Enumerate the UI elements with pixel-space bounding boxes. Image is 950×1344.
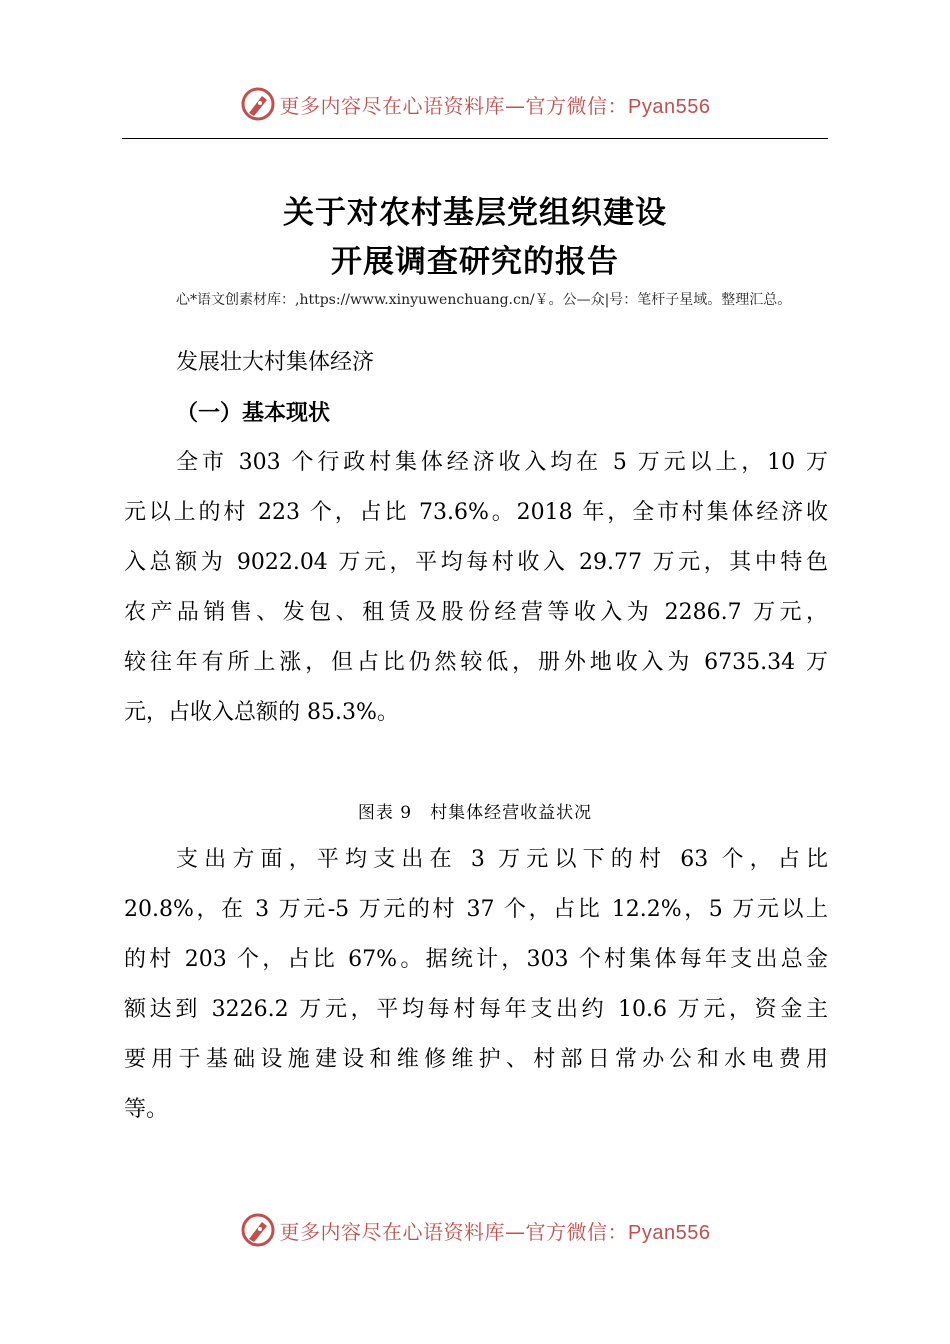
paragraph-line: 农产品销售、发包、租赁及股份经营等收入为 2286.7 万元， bbox=[124, 600, 828, 625]
source-note: 心*语文创素材库：,https://www.xinyuwenchuang.cn/￥。公—众|号：笔杆子星域。整理汇总。 bbox=[176, 292, 792, 308]
paragraph-line: 支出方面，平均支出在 3 万元以下的村 63 个，占比 bbox=[176, 847, 828, 872]
header-rule bbox=[122, 138, 828, 139]
paragraph-line: 全市 303 个行政村集体经济收入均在 5 万元以上，10 万 bbox=[176, 450, 828, 475]
paragraph-line: 额达到 3226.2 万元，平均每村每年支出约 10.6 万元，资金主 bbox=[124, 997, 828, 1022]
title-line-1: 关于对农村基层党组织建设 bbox=[283, 195, 667, 231]
paragraph-line: 元以上的村 223 个，占比 73.6%。2018 年，全市村集体经济收 bbox=[124, 500, 828, 525]
title-line-2: 开展调查研究的报告 bbox=[331, 244, 619, 280]
subheading: （一）基本现状 bbox=[176, 401, 331, 426]
wechat-id: Pyan556 bbox=[628, 95, 711, 118]
paragraph-line: 要用于基础设施建设和维修维护、村部日常办公和水电费用 bbox=[124, 1047, 828, 1072]
figure-caption: 图表 9 村集体经营收益状况 bbox=[357, 803, 593, 823]
paragraph-line: 较往年有所上涨，但占比仍然较低，册外地收入为 6735.34 万 bbox=[124, 650, 828, 675]
paragraph-line: 元，占收入总额的 85.3%。 bbox=[124, 700, 399, 725]
header-banner bbox=[0, 84, 950, 124]
paragraph-line: 的村 203 个，占比 67%。据统计，303 个村集体每年支出总金 bbox=[124, 947, 828, 972]
pen-nib-logo-icon bbox=[240, 1212, 276, 1248]
paragraph-line: 等。 bbox=[124, 1097, 169, 1122]
footer-banner bbox=[0, 1210, 950, 1250]
banner-text: 更多内容尽在心语资料库—官方微信：Pyan556 bbox=[279, 93, 711, 118]
paragraph-expenditure bbox=[124, 835, 828, 1135]
wechat-id: Pyan556 bbox=[628, 1221, 711, 1244]
pen-nib-logo-icon bbox=[240, 86, 276, 122]
banner-text: 更多内容尽在心语资料库—官方微信：Pyan556 bbox=[279, 1219, 711, 1244]
paragraph-line: 20.8%，在 3 万元-5 万元的村 37 个，占比 12.2%，5 万元以上 bbox=[124, 897, 828, 922]
section-heading: 发展壮大村集体经济 bbox=[176, 350, 375, 375]
paragraph-line: 入总额为 9022.04 万元，平均每村收入 29.77 万元，其中特色 bbox=[124, 550, 828, 575]
paragraph-income bbox=[124, 438, 828, 738]
